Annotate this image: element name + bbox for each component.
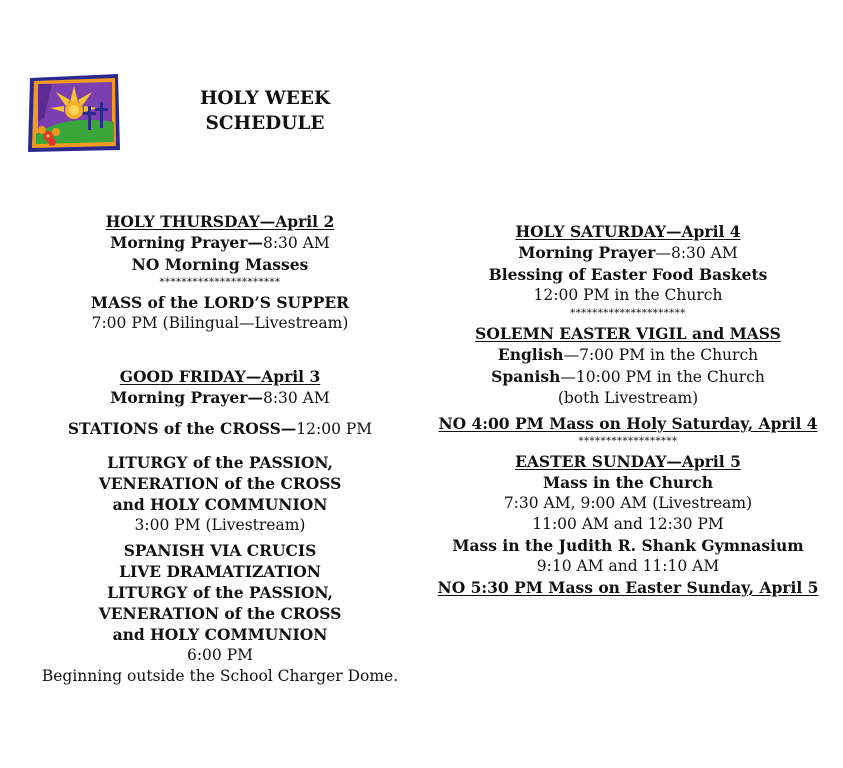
saturday-morning-prayer (420, 242, 836, 264)
english-time: —7:00 PM in the Church (563, 346, 759, 364)
both-livestream: (both Livestream) (557, 389, 699, 407)
vigil-spanish (420, 366, 836, 388)
left-column (0, 211, 440, 687)
holy-thursday-heading: HOLY THURSDAY—April 2 (105, 212, 335, 231)
thursday-no-masses: NO Morning Masses (131, 255, 309, 274)
saturday-prayer-label: Morning Prayer (518, 243, 656, 262)
liturgy-passion-2: LITURGY of the PASSION, (107, 583, 333, 602)
right-column (420, 221, 836, 598)
stations-time: 12:00 PM (296, 420, 373, 438)
lords-supper-time: 7:00 PM (Bilingual—Livestream) (91, 314, 349, 332)
easter-sunday-heading: EASTER SUNDAY—April 5 (515, 452, 741, 471)
blessing-time: 12:00 PM in the Church (533, 286, 723, 304)
english-label: English (497, 345, 564, 364)
holy-communion-2: and HOLY COMMUNION (112, 625, 328, 644)
spanish-time-vigil: —10:00 PM in the Church (560, 368, 765, 386)
beginning-location: Beginning outside the School Charger Dome. (41, 667, 399, 685)
saturday-divider: ********************* (570, 308, 686, 319)
vigil-english (420, 344, 836, 366)
holy-communion-1: and HOLY COMMUNION (112, 495, 328, 514)
title-line-2: SCHEDULE (205, 113, 325, 134)
church-times-2: 11:00 AM and 12:30 PM (532, 515, 724, 533)
easter-vigil-heading: SOLEMN EASTER VIGIL and MASS (475, 324, 781, 343)
friday-prayer-time: 8:30 AM (262, 389, 330, 407)
veneration-cross-2: VENERATION of the CROSS (98, 604, 342, 623)
page-title (175, 86, 355, 136)
friday-morning-prayer (0, 387, 440, 409)
thursday-morning-prayer (0, 232, 440, 254)
stations-label: STATIONS of the CROSS— (67, 419, 297, 438)
veneration-cross-1: VENERATION of the CROSS (98, 474, 342, 493)
mass-in-church: Mass in the Church (542, 473, 714, 492)
thursday-prayer-time: 8:30 AM (262, 234, 330, 252)
thursday-divider: ********************** (159, 277, 281, 288)
saturday-prayer-time: —8:30 AM (655, 244, 738, 262)
holy-saturday-heading: HOLY SATURDAY—April 4 (515, 222, 741, 241)
live-dramatization: LIVE DRAMATIZATION (119, 562, 321, 581)
church-times-1: 7:30 AM, 9:00 AM (Livestream) (503, 494, 753, 512)
liturgy-passion-1: LITURGY of the PASSION, (107, 453, 333, 472)
good-friday-heading: GOOD FRIDAY—April 3 (119, 367, 321, 386)
easter-crosses-icon (26, 72, 122, 154)
blessing-baskets: Blessing of Easter Food Baskets (488, 265, 768, 284)
spanish-label: Spanish (491, 367, 561, 386)
lords-supper-title: MASS of the LORD’S SUPPER (90, 293, 350, 312)
no-saturday-mass: NO 4:00 PM Mass on Holy Saturday, April 4 (438, 414, 818, 433)
stations-of-cross (0, 418, 440, 440)
no-sunday-mass: NO 5:30 PM Mass on Easter Sunday, April 5 (437, 578, 819, 597)
spanish-via-crucis: SPANISH VIA CRUCIS (123, 541, 317, 560)
spanish-time: 6:00 PM (186, 646, 254, 664)
sunday-divider: ****************** (578, 436, 678, 447)
liturgy-time: 3:00 PM (Livestream) (134, 516, 306, 534)
title-line-1: HOLY WEEK (199, 88, 331, 109)
gym-times: 9:10 AM and 11:10 AM (536, 557, 720, 575)
mass-in-gymnasium: Mass in the Judith R. Shank Gymnasium (452, 536, 804, 555)
friday-prayer-label: Morning Prayer— (110, 388, 263, 407)
thursday-prayer-label: Morning Prayer— (110, 233, 263, 252)
